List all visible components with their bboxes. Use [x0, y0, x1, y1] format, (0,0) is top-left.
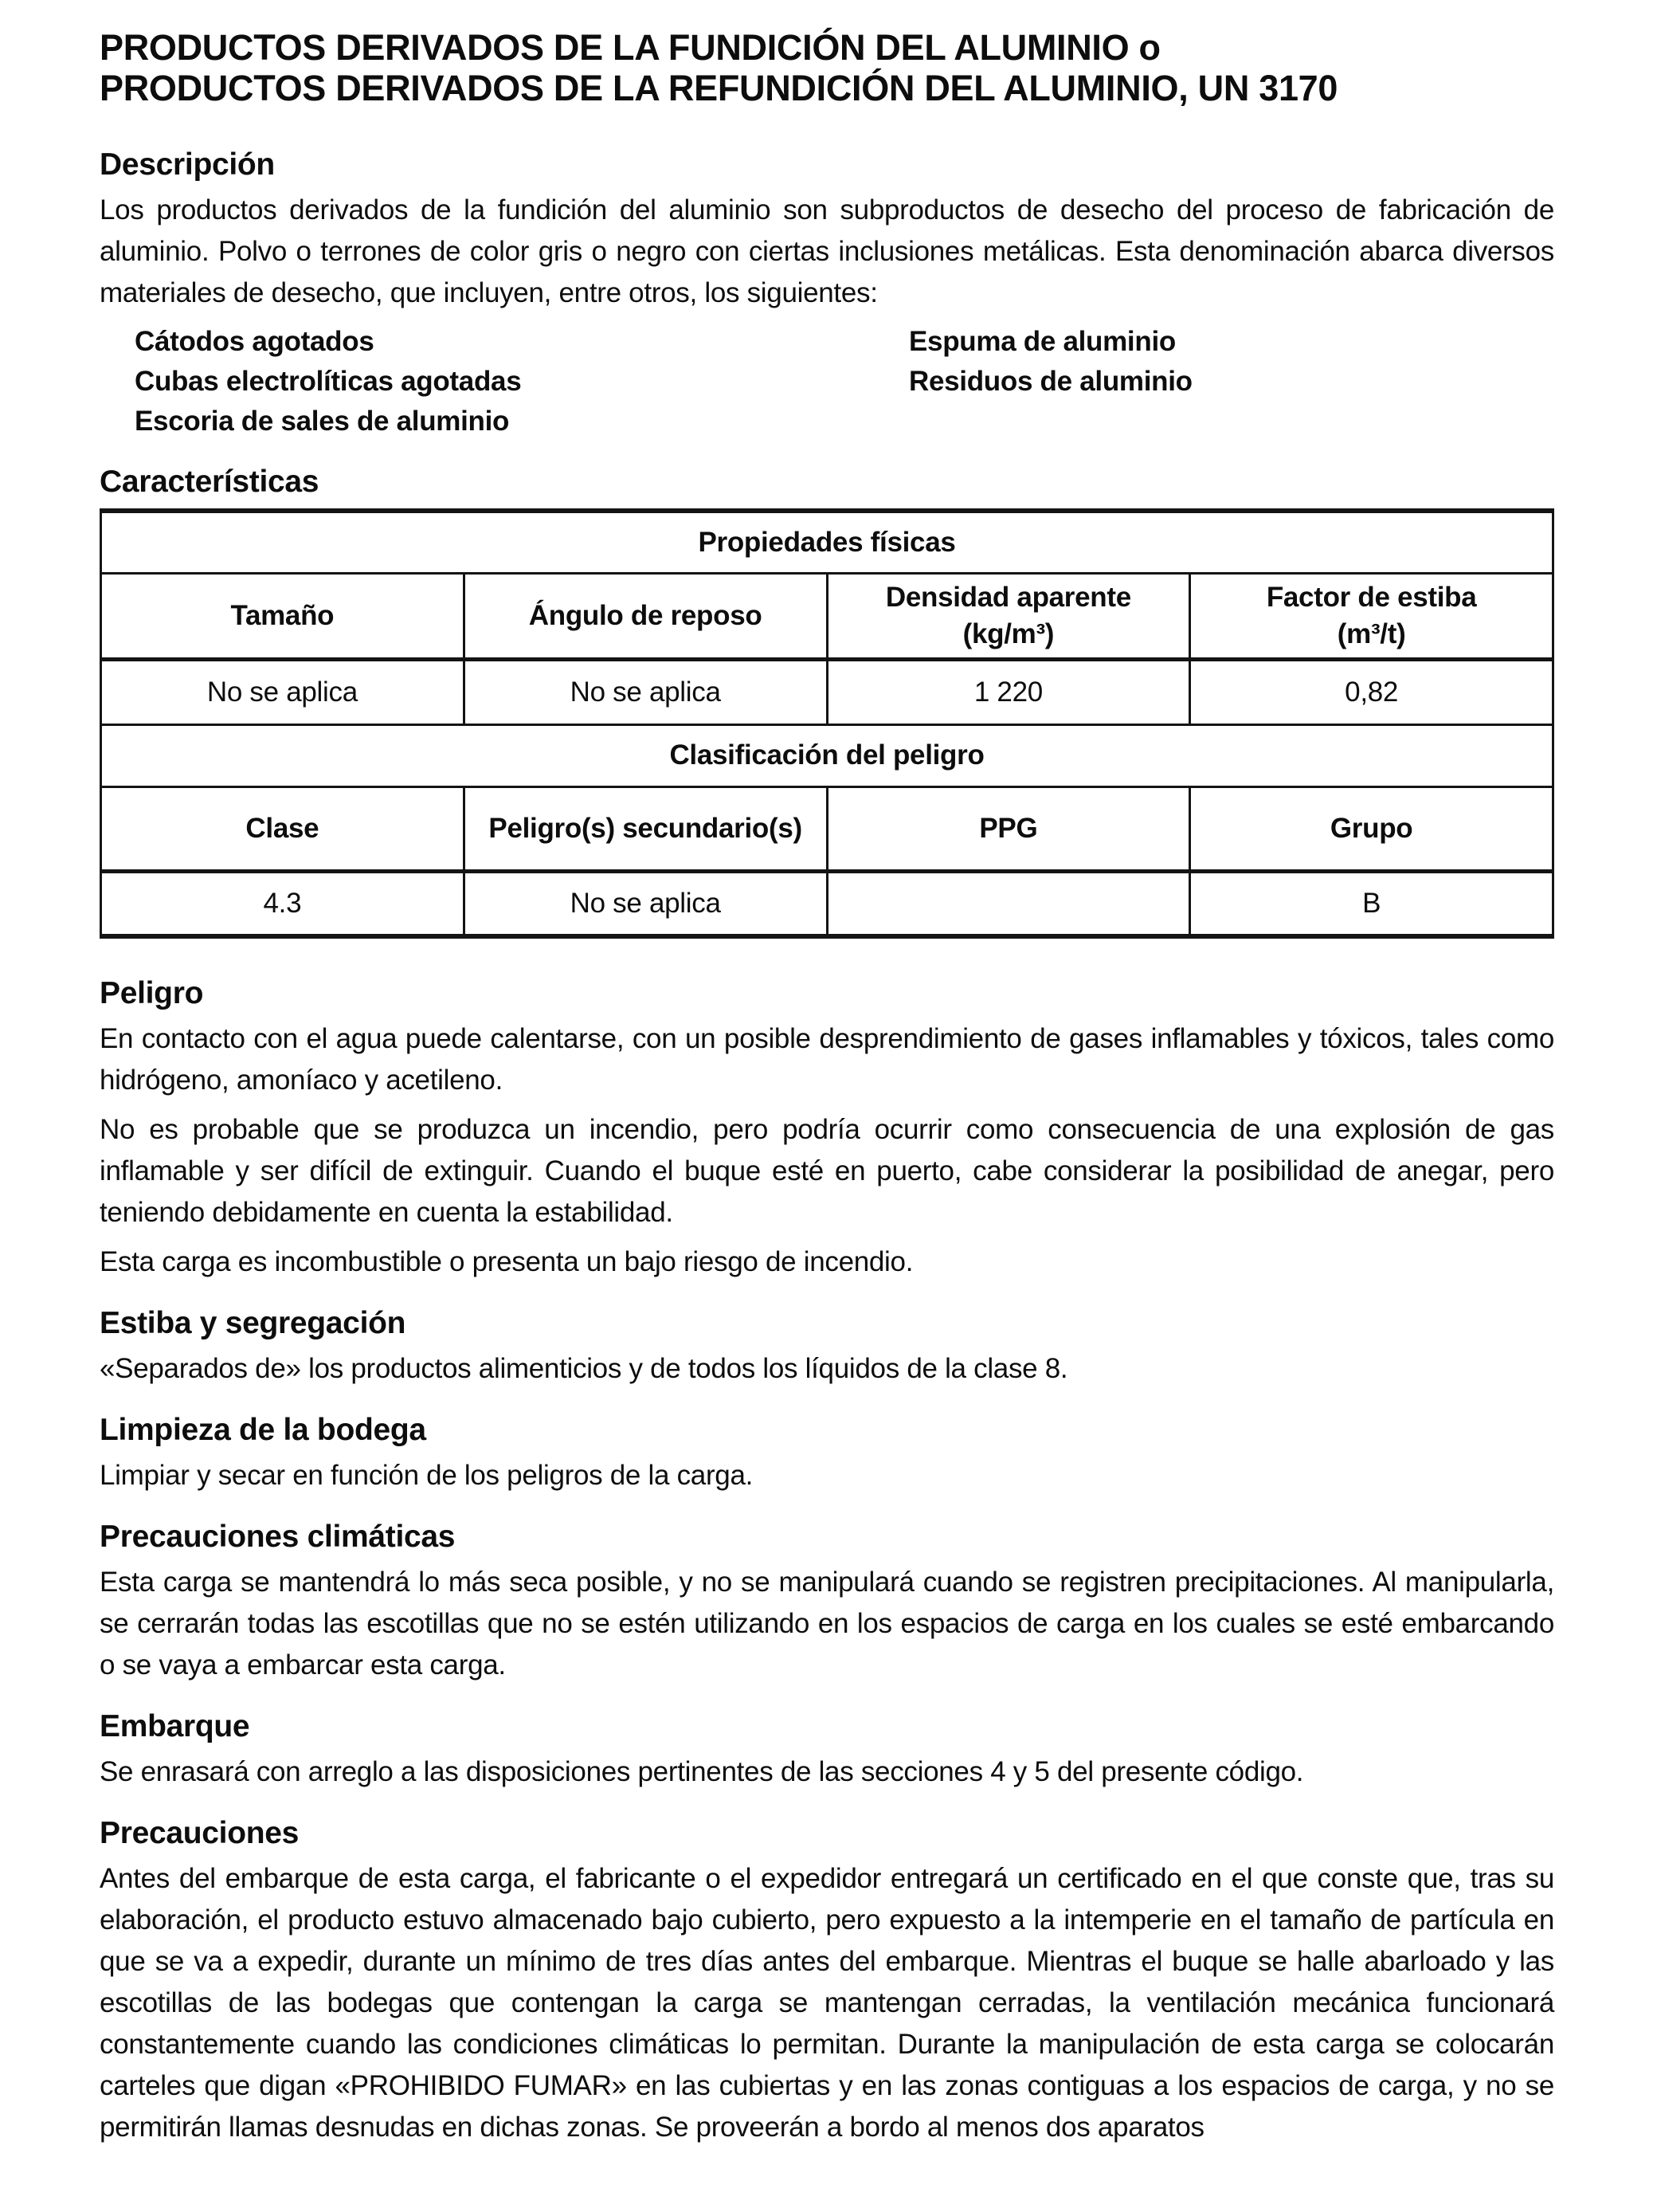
description-paragraph: Los productos derivados de la fundición del aluminio son subproductos de desecho del proceso de fabricación de aluminio. Polvo o terrones de color gris o negro con ciertas inclusiones metálicas. Esta denominación abarca diversos materiales de desecho, que incluyen, entre otros, los siguientes: [100, 194, 1554, 308]
col-header-angulo-de-reposo: Ángulo de reposo [464, 573, 827, 659]
characteristics-table [100, 508, 1554, 939]
list-item: Residuos de aluminio [909, 366, 1193, 397]
physical-properties-values-row [101, 659, 1553, 724]
section-heading-peligro: Peligro [100, 976, 204, 1010]
col-header-clase: Clase [101, 786, 464, 871]
estiba-paragraph: «Separados de» los productos alimenticios y de todos los líquidos de la clase 8. [100, 1353, 1068, 1384]
col-header-densidad-aparente: Densidad aparente (kg/m³) [827, 573, 1190, 659]
hazard-classification-banner: Clasificación del peligro [101, 724, 1553, 786]
col-header-ppg: PPG [827, 786, 1190, 871]
precauciones-paragraph: Antes del embarque de esta carga, el fabricante o el expedidor entregará un certificado en el que conste que, tras su elaboración, el producto estuvo almacenado bajo cubierto, pero expuesto a la intemperie en el tamaño de partícula en que se va a expedir, durante un mínimo de tres días antes del embarque. Mientras el buque se halle abarloado y las escotillas de las bodegas que contengan la carga se mantengan cerradas, la ventilación mecánica funcionará constantemente cuando las condiciones climáticas lo permitan. Durante la manipulación de esta carga se colocarán carteles que digan «PROHIBIDO FUMAR» en las cubiertas y en las zonas contiguas a los espacios de carga, y no se permitirán llamas desnudas en dichas zonas. Se proveerán a bordo al menos dos aparatos [100, 1863, 1554, 2143]
list-item: Cátodos agotados [135, 326, 374, 357]
embarque-paragraph: Se enrasará con arreglo a las disposiciones pertinentes de las secciones 4 y 5 del presente código. [100, 1756, 1304, 1787]
peligro-paragraph-1: En contacto con el agua puede calentarse, con un posible desprendimiento de gases inflamables y tóxicos, tales como hidrógeno, amoníaco y acetileno. [100, 1023, 1554, 1096]
hazard-classification-header-row [101, 786, 1553, 871]
list-item: Escoria de sales de aluminio [135, 406, 510, 437]
waste-materials-column-1 [135, 322, 909, 441]
section-heading-embarque: Embarque [100, 1709, 250, 1743]
limpieza-paragraph: Limpiar y secar en función de los peligros de la carga. [100, 1460, 754, 1491]
unit-label: (m³/t) [1337, 618, 1406, 649]
section-heading-precauciones: Precauciones [100, 1816, 300, 1850]
peligro-paragraph-2: No es probable que se produzca un incendio, pero podría ocurrir como consecuencia de una explosión de gas inflamable y ser difícil de extinguir. Cuando el buque esté en puerto, cabe considerar la posibilidad de anegar, pero teniendo debidamente en cuenta la estabilidad. [100, 1114, 1554, 1228]
value-clase: 4.3 [101, 871, 464, 936]
col-header-peligros-secundarios: Peligro(s) secundario(s) [464, 786, 827, 871]
waste-materials-list [135, 322, 1554, 441]
peligro-paragraph-3: Esta carga es incombustible o presenta un bajo riesgo de incendio. [100, 1246, 914, 1277]
document-title-line1: PRODUCTOS DERIVADOS DE LA FUNDICIÓN DEL ALUMINIO o [100, 27, 1161, 68]
col-header-grupo: Grupo [1190, 786, 1553, 871]
physical-properties-header-row [101, 573, 1553, 659]
col-header-tamano: Tamaño [101, 573, 464, 659]
list-item: Espuma de aluminio [909, 326, 1176, 357]
document-title [100, 27, 1554, 108]
precauciones-climaticas-paragraph: Esta carga se mantendrá lo más seca posible, y no se manipulará cuando se registren precipitaciones. Al manipularla, se cerrarán todas las escotillas que no se estén utilizando en los espacios de carga en los cuales se esté embarcando o se vaya a embarcar esta carga. [100, 1567, 1554, 1681]
value-densidad-aparente: 1 220 [827, 659, 1190, 724]
hazard-classification-values-row [101, 871, 1553, 936]
section-heading-descripcion: Descripción [100, 147, 275, 182]
waste-materials-column-2 [909, 322, 1193, 441]
col-header-factor-de-estiba: Factor de estiba (m³/t) [1190, 573, 1553, 659]
document-title-line2: PRODUCTOS DERIVADOS DE LA REFUNDICIÓN DEL ALUMINIO, UN 3170 [100, 68, 1338, 108]
value-grupo: B [1190, 871, 1553, 936]
physical-properties-banner: Propiedades físicas [101, 511, 1553, 573]
value-angulo-de-reposo: No se aplica [464, 659, 827, 724]
unit-label: (kg/m³) [962, 618, 1055, 649]
value-peligros-secundarios: No se aplica [464, 871, 827, 936]
value-tamano: No se aplica [101, 659, 464, 724]
value-factor-de-estiba: 0,82 [1190, 659, 1553, 724]
section-heading-limpieza-de-la-bodega: Limpieza de la bodega [100, 1413, 426, 1447]
section-heading-caracteristicas: Características [100, 465, 319, 499]
section-heading-precauciones-climaticas: Precauciones climáticas [100, 1520, 456, 1554]
section-heading-estiba-y-segregacion: Estiba y segregación [100, 1306, 406, 1340]
hazard-classification-banner-row [101, 724, 1553, 786]
value-ppg [827, 871, 1190, 936]
physical-properties-banner-row [101, 511, 1553, 573]
list-item: Cubas electrolíticas agotadas [135, 366, 522, 397]
